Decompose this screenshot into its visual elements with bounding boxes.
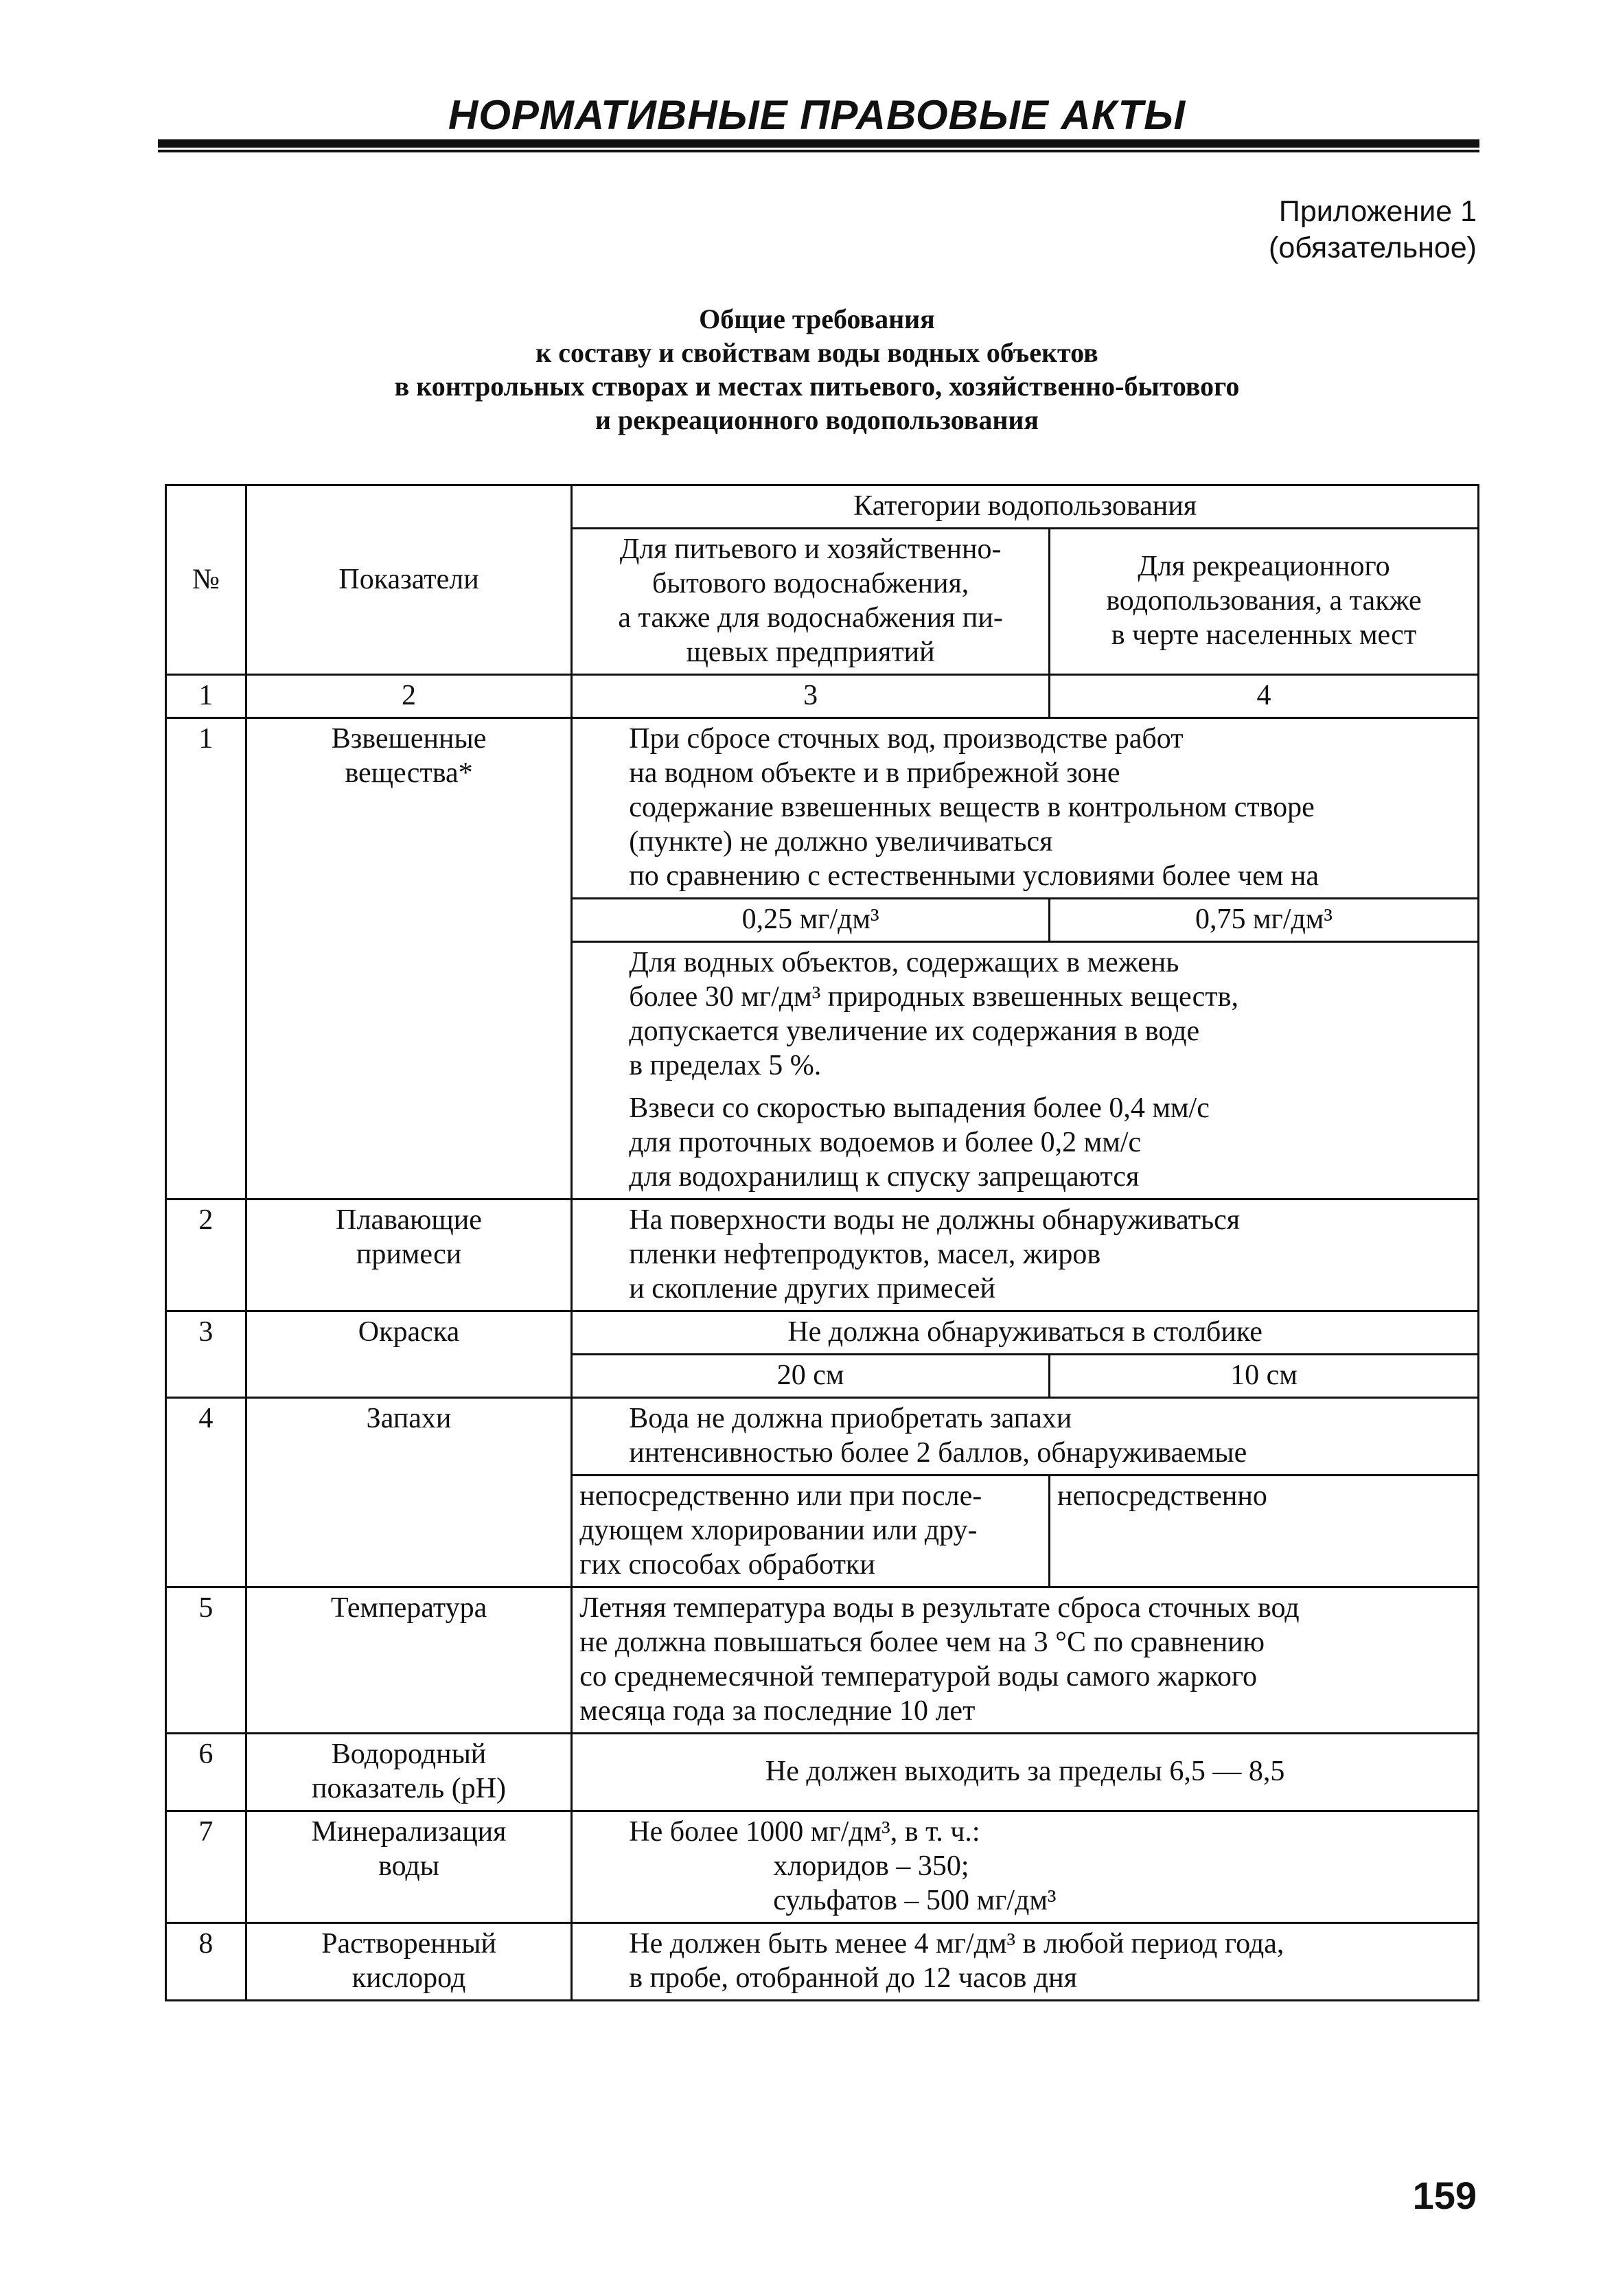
requirement-text <box>572 1587 1479 1734</box>
row-indicator <box>246 1811 571 1923</box>
row-indicator <box>246 1923 571 2001</box>
text-line: интенсивностью более 2 баллов, обнаруживаемые <box>629 1437 1247 1469</box>
requirement-text <box>572 1923 1479 2001</box>
text-line: в пробе, отобранной до 12 часов дня <box>629 1962 1077 1994</box>
text-line: для проточных водоемов и более 0,2 мм/с <box>629 1127 1142 1158</box>
text-line: пленки нефтепродуктов, масел, жиров <box>629 1239 1101 1270</box>
text-line: Вода не должна приобретать запахи <box>629 1403 1072 1434</box>
header-col3-line: а также для водоснабжения пи- <box>618 602 1003 634</box>
text-line: Не более 1000 мг/дм³, в т. ч.: <box>629 1816 980 1848</box>
title-line-1: Общие требования <box>699 303 935 334</box>
header-categories: Категории водопользования <box>572 485 1479 529</box>
indicator-line: Взвешенные <box>331 723 487 755</box>
text-line: в пределах 5 %. <box>629 1050 822 1081</box>
value-col3: 20 см <box>572 1355 1050 1398</box>
indicator-line: показатель (рН) <box>312 1773 506 1804</box>
text-line: для водохранилищ к спуску запрещаются <box>629 1161 1140 1193</box>
text-line: содержание взвешенных веществ в контрольном створе <box>629 792 1315 823</box>
header-rule-thick <box>158 139 1479 148</box>
value-col3 <box>572 1476 1050 1587</box>
appendix-line-1: Приложение 1 <box>1278 195 1477 228</box>
header-rule-thin <box>158 150 1479 152</box>
row-number: 5 <box>166 1587 246 1734</box>
document-title <box>206 302 1428 437</box>
row-number: 8 <box>166 1923 246 2001</box>
text-line: Взвеси со скоростью выпадения более 0,4 мм/с <box>629 1092 1210 1124</box>
requirement-text <box>572 1811 1479 1923</box>
header-indicator: Показатели <box>246 485 571 675</box>
table-row <box>166 718 1479 899</box>
text-line: При сбросе сточных вод, производстве работ <box>629 723 1184 755</box>
text-line: допускается увеличение их содержания в воде <box>629 1015 1200 1047</box>
table-row <box>166 1311 1479 1355</box>
requirement-text <box>572 1398 1479 1476</box>
row-indicator <box>246 1734 571 1811</box>
running-head: НОРМАТИВНЫЕ ПРАВОВЫЕ АКТЫ <box>448 92 1186 138</box>
title-line-3: в контрольных створах и местах питьевого, хозяйственно-бытового <box>394 371 1240 402</box>
header-col4-line: в черте населенных мест <box>1111 619 1417 651</box>
text-line: более 30 мг/дм³ природных взвешенных веществ, <box>629 981 1238 1013</box>
requirement-text <box>572 718 1479 899</box>
table-row <box>166 1398 1479 1476</box>
text-line: месяца года за последние 10 лет <box>579 1695 976 1727</box>
page-number: 159 <box>1412 2174 1477 2217</box>
row-number: 7 <box>166 1811 246 1923</box>
column-number: 3 <box>572 675 1050 718</box>
requirement-text <box>572 1199 1479 1311</box>
row-number: 3 <box>166 1311 246 1398</box>
row-number: 6 <box>166 1734 246 1811</box>
text-line: дующем хлорировании или дру- <box>579 1515 978 1546</box>
text-line: не должна повышаться более чем на 3 °С по сравнению <box>579 1627 1265 1658</box>
row-number: 1 <box>166 718 246 1199</box>
title-line-2: к составу и свойствам воды водных объектов <box>535 337 1098 368</box>
requirements-table <box>165 484 1479 2001</box>
requirement-text: Не должен выходить за пределы 6,5 — 8,5 <box>572 1734 1479 1811</box>
title-line-4: и рекреационного водопользования <box>595 404 1039 435</box>
table-header-row <box>166 485 1479 529</box>
text-line: Не должен быть менее 4 мг/дм³ в любой период года, <box>629 1928 1284 1960</box>
indicator-line: Растворенный <box>321 1928 496 1960</box>
indicator-line: кислород <box>351 1962 466 1994</box>
table-row <box>166 1923 1479 2001</box>
text-line: на водном объекте и в прибрежной зоне <box>629 757 1120 789</box>
text-line: Для водных объектов, содержащих в межень <box>629 947 1179 978</box>
row-indicator: Температура <box>246 1587 571 1734</box>
column-number: 4 <box>1049 675 1478 718</box>
row-indicator: Запахи <box>246 1398 571 1587</box>
text-line: На поверхности воды не должны обнаруживаться <box>629 1204 1241 1236</box>
value-col4: 10 см <box>1049 1355 1478 1398</box>
indicator-line: вещества* <box>345 757 473 789</box>
text-line: Летняя температура воды в результате сброса сточных вод <box>579 1592 1300 1624</box>
row-indicator <box>246 718 571 1199</box>
table-row <box>166 1811 1479 1923</box>
header-col4-line: водопользования, а также <box>1106 585 1422 617</box>
text-line: хлоридов – 350; <box>773 1850 969 1882</box>
requirement-paragraph <box>629 1091 1471 1194</box>
indicator-line: Водородный <box>331 1738 487 1770</box>
row-number: 4 <box>166 1398 246 1587</box>
text-line: по сравнению с естественными условиями более чем на <box>629 860 1319 892</box>
header-col4 <box>1049 529 1478 675</box>
requirement-text: Не должна обнаруживаться в столбике <box>572 1311 1479 1355</box>
row-number: 2 <box>166 1199 246 1311</box>
text-line: непосредственно или при после- <box>579 1480 982 1512</box>
header-number: № <box>166 485 246 675</box>
indicator-line: примеси <box>356 1239 462 1270</box>
value-col3: 0,25 мг/дм³ <box>572 899 1050 942</box>
column-numbers-row <box>166 675 1479 718</box>
table-row <box>166 1587 1479 1734</box>
header-col3-line: Для питьевого и хозяйственно- <box>619 533 1002 565</box>
indicator-line: воды <box>378 1850 439 1882</box>
appendix-label <box>1269 194 1477 266</box>
row-indicator <box>246 1199 571 1311</box>
header-col4-line: Для рекреационного <box>1138 551 1390 582</box>
text-line: и скопление других примесей <box>629 1273 995 1305</box>
indicator-line: Плавающие <box>336 1204 482 1236</box>
table-row <box>166 1199 1479 1311</box>
indicator-line: Минерализация <box>311 1816 507 1848</box>
row-indicator: Окраска <box>246 1311 571 1398</box>
column-number: 1 <box>166 675 246 718</box>
header-col3-line: бытового водоснабжения, <box>652 568 969 599</box>
text-line: (пункте) не должно увеличиваться <box>629 826 1053 858</box>
appendix-line-2: (обязательное) <box>1269 231 1477 264</box>
table-row <box>166 1734 1479 1811</box>
requirement-text <box>572 942 1479 1199</box>
text-line: гих способах обработки <box>579 1549 875 1581</box>
value-col4: 0,75 мг/дм³ <box>1049 899 1478 942</box>
value-col4: непосредственно <box>1049 1476 1478 1587</box>
column-number: 2 <box>246 675 571 718</box>
header-col3-line: щевых предприятий <box>686 636 935 668</box>
text-line: со среднемесячной температурой воды самого жаркого <box>579 1661 1258 1692</box>
header-col3 <box>572 529 1050 675</box>
text-line: сульфатов – 500 мг/дм³ <box>773 1885 1057 1916</box>
